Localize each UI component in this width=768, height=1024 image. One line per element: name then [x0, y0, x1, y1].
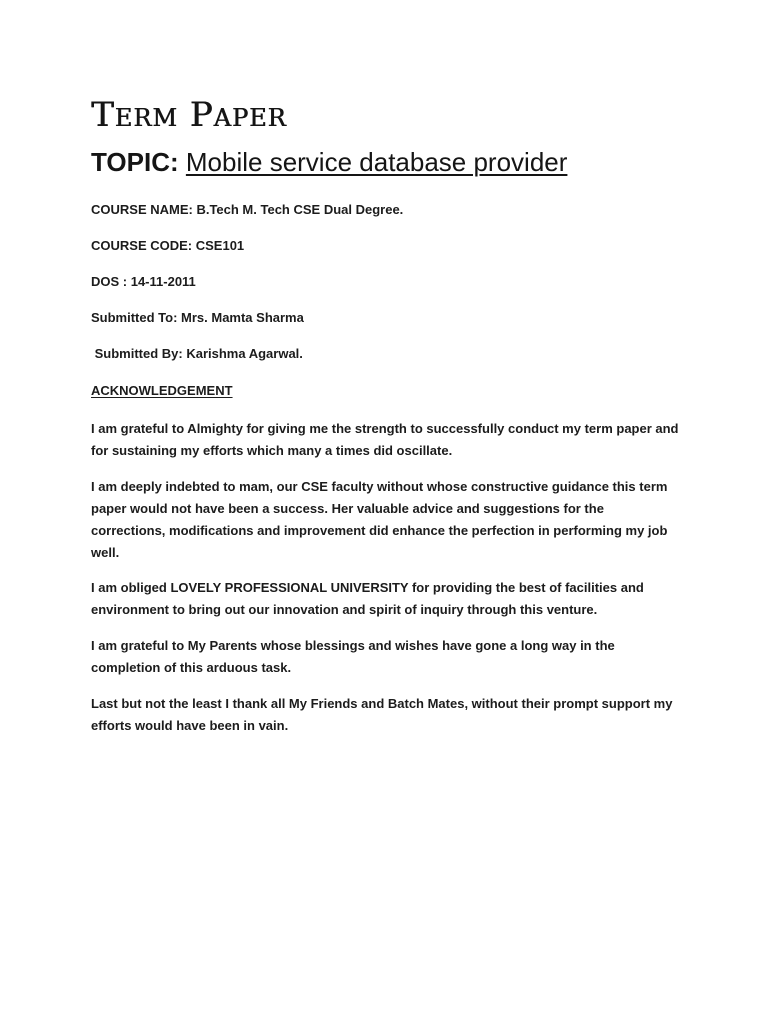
paragraph-3: I am obliged LOVELY PROFESSIONAL UNIVERSITY for providing the best of facilities and environment to bring out our innovation and spirit of inquiry through this venture.	[91, 580, 644, 617]
paragraph-4: I am grateful to My Parents whose blessings and wishes have gone a long way in the completion of this arduous task.	[91, 638, 615, 675]
course-name: COURSE NAME: B.Tech M. Tech CSE Dual Degree.	[91, 202, 404, 217]
date-of-submission: DOS : 14-11-2011	[91, 274, 196, 289]
topic-label: TOPIC:	[91, 147, 179, 177]
paragraph-2: I am deeply indebted to mam, our CSE faculty without whose constructive guidance this term paper would not have been a success. Her valuable advice and suggestions for the corrections, modifications and improvement did enhance the perfection in performing my job well.	[91, 479, 668, 560]
submitted-by: Submitted By: Karishma Agarwal.	[91, 346, 303, 361]
course-code: COURSE CODE: CSE101	[91, 238, 245, 253]
paragraph-5: Last but not the least I thank all My Friends and Batch Mates, without their prompt support my efforts would have been in vain.	[91, 696, 673, 733]
topic-value: Mobile service database provider	[185, 147, 568, 177]
submitted-to: Submitted To: Mrs. Mamta Sharma	[91, 310, 304, 325]
document-title: Term Paper	[91, 95, 287, 135]
paragraph-1: I am grateful to Almighty for giving me the strength to successfully conduct my term paper and for sustaining my efforts which many a times did oscillate.	[91, 421, 679, 458]
acknowledgement-heading: ACKNOWLEDGEMENT	[91, 383, 233, 398]
topic-line	[91, 147, 567, 178]
